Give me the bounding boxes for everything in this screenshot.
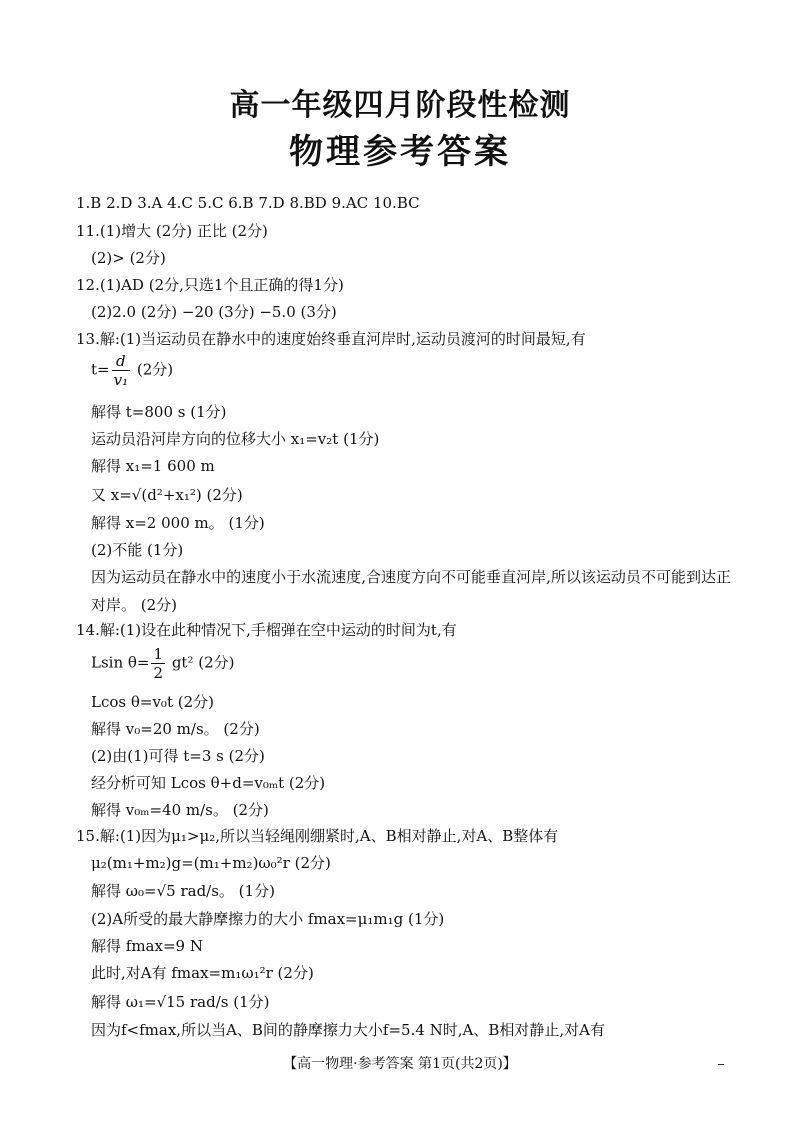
- answer-line-15-a: μ₂(m₁+m₂)g=(m₁+m₂)ω₀²r (2分): [91, 854, 331, 872]
- answer-line-13-f: (2)不能 (1分): [91, 541, 184, 559]
- fraction-numerator: 1: [153, 645, 164, 663]
- answer-line-14-b: 解得 v₀=20 m/s。 (2分): [91, 720, 260, 738]
- answer-line-14-e: 解得 v₀ₘ=40 m/s。 (2分): [91, 801, 269, 819]
- answer-line-15-e: 此时,对A有 fmax=m₁ω₁²r (2分): [91, 964, 314, 982]
- formula-lhs: Lsin θ=: [91, 653, 150, 672]
- answer-line-13-d: 又 x=√(d²+x₁²) (2分): [91, 486, 243, 504]
- fraction-denominator: v₁: [113, 371, 129, 389]
- formula-rest: gt² (2分): [171, 653, 235, 672]
- page-footer: 【高一物理·参考答案 第1页(共2页)】: [283, 1056, 517, 1072]
- answer-line-15-f: 解得 ω₁=√15 rad/s (1分): [91, 993, 270, 1011]
- answer-line-15-d: 解得 fmax=9 N: [91, 937, 203, 955]
- answer-line-11-1: 11.(1)增大 (2分) 正比 (2分): [76, 222, 268, 240]
- answer-line-13-a: 解得 t=800 s (1分): [91, 403, 227, 421]
- page-subtitle: 物理参考答案: [289, 132, 511, 172]
- answer-line-14-a: Lcos θ=v₀t (2分): [91, 693, 214, 711]
- corner-mark: [718, 1064, 724, 1065]
- fraction: [112, 352, 131, 389]
- answer-line-14-d: 经分析可知 Lcos θ+d=v₀ₘt (2分): [91, 774, 326, 792]
- answer-line-12-2: (2)2.0 (2分) −20 (3分) −5.0 (3分): [91, 303, 337, 321]
- fraction: [151, 645, 165, 682]
- page-title: 高一年级四月阶段性检测: [229, 88, 571, 123]
- answer-line-13-e: 解得 x=2 000 m。 (1分): [91, 514, 265, 532]
- answer-line-choice: 1.B 2.D 3.A 4.C 5.C 6.B 7.D 8.BD 9.AC 10.BC: [76, 194, 420, 212]
- answer-line-14-intro: 14.解:(1)设在此种情况下,手榴弹在空中运动的时间为t,有: [76, 621, 457, 639]
- answer-line-14-c: (2)由(1)可得 t=3 s (2分): [91, 747, 265, 765]
- answer-line-12-1: 12.(1)AD (2分,只选1个且正确的得1分): [76, 276, 344, 294]
- answer-line-13-intro: 13.解:(1)当运动员在静水中的速度始终垂直河岸时,运动员渡河的时间最短,有: [76, 330, 586, 348]
- answer-line-15-intro: 15.解:(1)因为μ₁>μ₂,所以当轻绳刚绷紧时,A、B相对静止,对A、B整体有: [76, 827, 559, 845]
- formula-13-time: [91, 352, 173, 389]
- answer-line-11-2: (2)> (2分): [91, 249, 166, 267]
- formula-score: (2分): [136, 360, 174, 379]
- answer-line-15-g: 因为f<fmax,所以当A、B间的静摩擦力大小f=5.4 N时,A、B相对静止,对A有: [91, 1021, 606, 1039]
- fraction-numerator: d: [112, 352, 131, 371]
- answer-line-15-c: (2)A所受的最大静摩擦力的大小 fmax=μ₁m₁g (1分): [91, 910, 445, 928]
- answer-paragraph-13: 因为运动员在静水中的速度小于水流速度,合速度方向不可能垂直河岸,所以该运动员不可能到达正对岸。 (2分): [91, 568, 731, 614]
- answer-line-13-c: 解得 x₁=1 600 m: [91, 457, 215, 475]
- answer-line-15-b: 解得 ω₀=√5 rad/s。 (1分): [91, 882, 275, 900]
- fraction-denominator: 2: [153, 664, 164, 682]
- answer-line-13-b: 运动员沿河岸方向的位移大小 x₁=v₂t (1分): [91, 430, 380, 448]
- formula-14-vertical: [91, 645, 234, 682]
- formula-lhs: t=: [91, 360, 110, 379]
